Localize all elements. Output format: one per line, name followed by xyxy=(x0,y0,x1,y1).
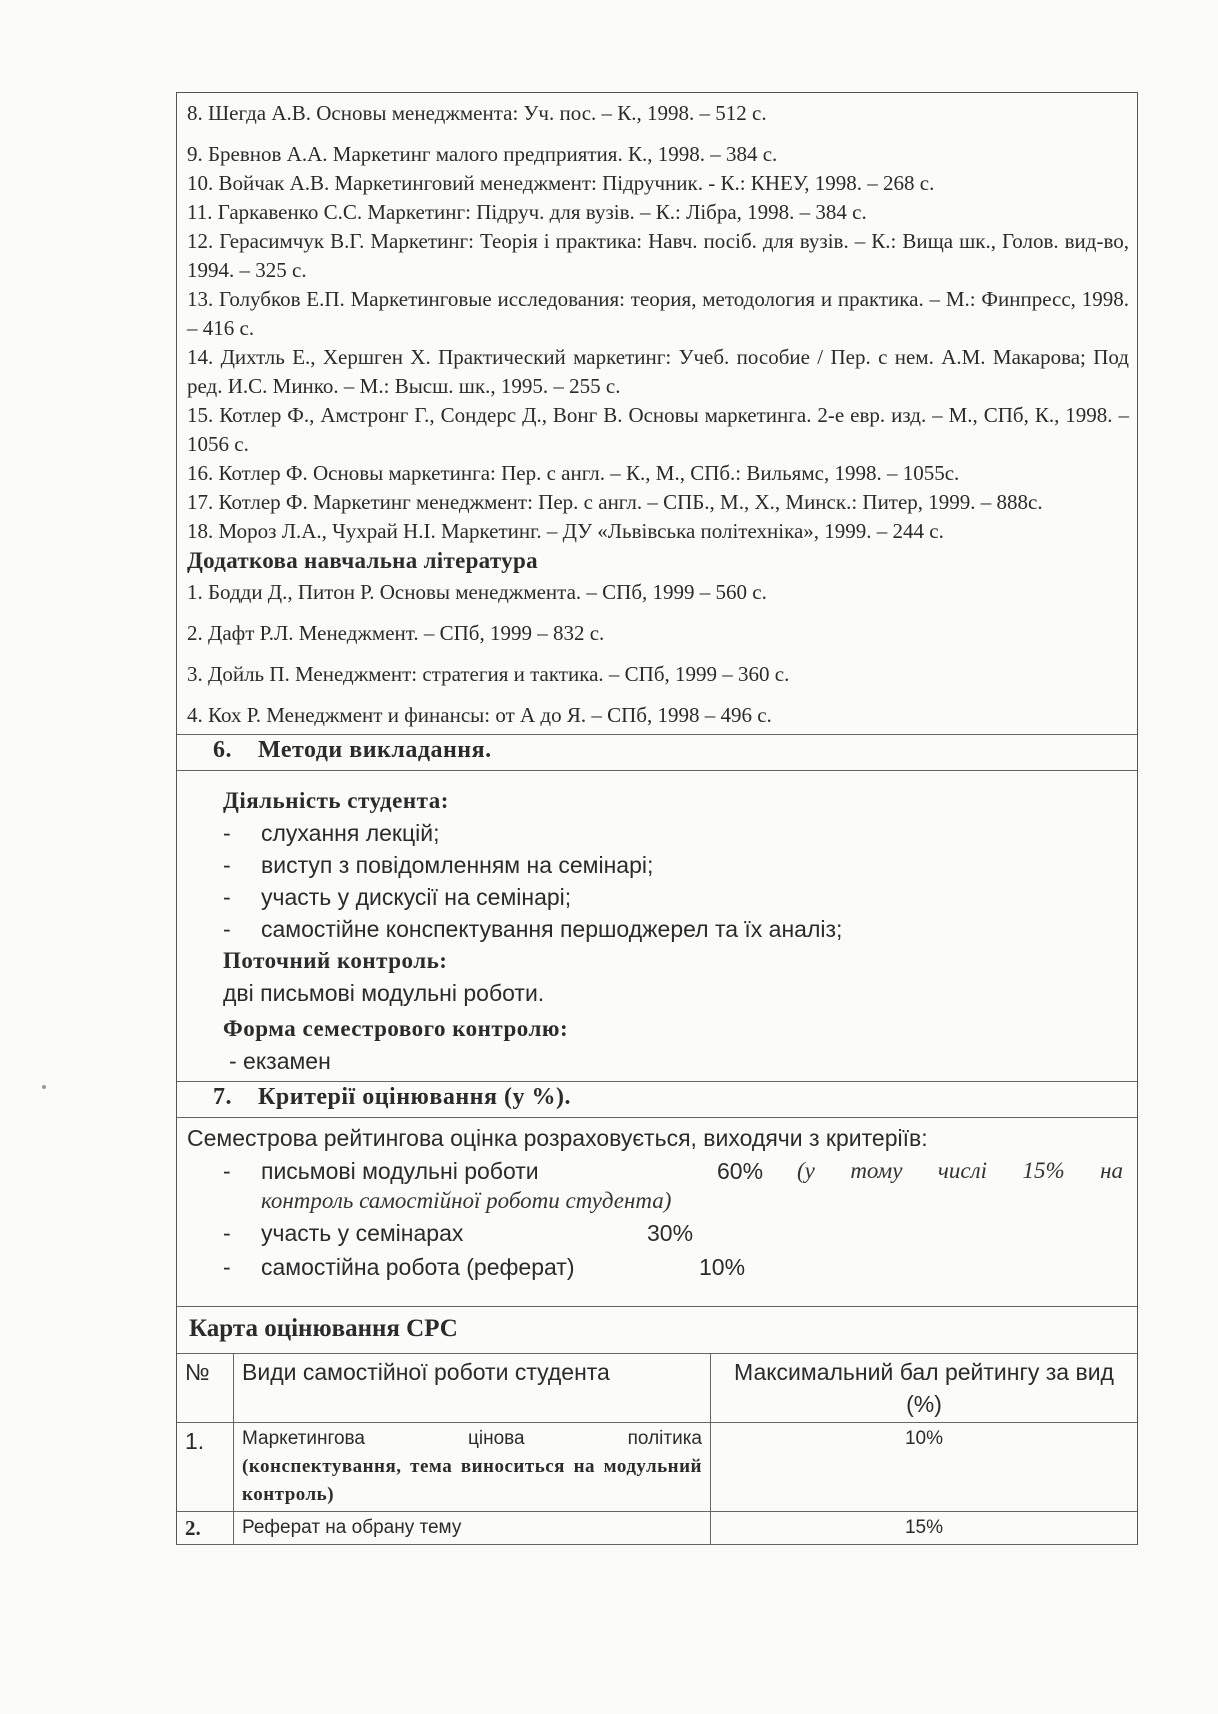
extra-lit-item-1: 1. Бодди Д., Питон Р. Основы менеджмента. – СПб, 1999 – 560 с. xyxy=(187,580,767,604)
extra-lit-item-3: 3. Дойль П. Менеджмент: стратегия и тактика. – СПб, 1999 – 360 с. xyxy=(187,662,790,686)
lit-item-10: 10. Войчак А.В. Маркетинговий менеджмент: Підручник. - К.: КНЕУ, 1998. – 268 с. xyxy=(187,171,935,195)
lit-item-8: 8. Шегда А.В. Основы менеджмента: Уч. пос. – К., 1998. – 512 с. xyxy=(187,101,767,125)
criterion-row: - письмові модульні роботи 60% (у тому числі 15% на xyxy=(187,1154,1127,1188)
criterion-row: - участь у семінарах 30% xyxy=(187,1216,1127,1250)
criterion-value: 30% xyxy=(647,1220,694,1246)
lit-item-16: 16. Котлер Ф. Основы маркетинга: Пер. с англ. – К., М., СПб.: Вильямс, 1998. – 1055с. xyxy=(187,461,960,485)
table-header-row xyxy=(177,1354,1137,1423)
document-frame xyxy=(176,92,1138,1545)
extra-lit-item-2: 2. Дафт Р.Л. Менеджмент. – СПб, 1999 – 832 с. xyxy=(187,621,605,645)
section-6-number: 6. xyxy=(213,737,232,763)
row-work-type: Реферат на обрану тему xyxy=(234,1512,711,1545)
row-max-score: 10% xyxy=(711,1423,1138,1512)
row-max-score: 15% xyxy=(711,1512,1138,1545)
criterion-note-continuation: контроль самостійної роботи студента) xyxy=(261,1188,672,1213)
section-7-title: Критерії оцінювання (у %). xyxy=(258,1084,571,1110)
semester-control-heading: Форма семестрового контролю: xyxy=(223,1016,569,1041)
section-7-heading xyxy=(177,1082,1137,1118)
criterion-label: участь у семінарах xyxy=(261,1220,464,1246)
activity-heading: Діяльність студента: xyxy=(223,788,449,813)
teaching-methods-section xyxy=(177,771,1137,1082)
col-header-work-type: Види самостійної роботи студента xyxy=(234,1354,711,1423)
col-header-max-score: Максимальний бал рейтингу за вид (%) xyxy=(711,1354,1138,1423)
extra-literature-heading: Додаткова навчальна література xyxy=(187,548,538,573)
table-row xyxy=(177,1423,1137,1512)
lit-item-9: 9. Бревнов А.А. Маркетинг малого предприятия. К., 1998. – 384 с. xyxy=(187,142,778,166)
criteria-intro: Семестрова рейтингова оцінка розраховується, виходячи з критеріїв: xyxy=(187,1125,928,1151)
literature-section xyxy=(177,93,1137,735)
row-number: 1. xyxy=(177,1423,234,1512)
criterion-note: (у тому числі 15% на xyxy=(797,1158,1123,1183)
section-6-title: Методи викладання. xyxy=(258,737,492,763)
col-header-number: № xyxy=(177,1354,234,1423)
criterion-value: 10% xyxy=(699,1254,746,1280)
lit-item-13: 13. Голубков Е.П. Маркетинговые исследования: теория, методология и практика. – М.: Финпресс, 1998. – 416 с. xyxy=(187,287,1129,340)
criterion-label: самостійна робота (реферат) xyxy=(261,1254,575,1280)
lit-item-12: 12. Герасимчук В.Г. Маркетинг: Теорія і практика: Навч. посіб. для вузів. – К.: Вища шк., Голов. вид-во, 1994. – 325 с. xyxy=(187,229,1129,282)
criteria-section xyxy=(177,1118,1137,1307)
row-work-type-note: (конспектування, тема виноситься на модульний контроль) xyxy=(242,1456,702,1505)
lit-item-17: 17. Котлер Ф. Маркетинг менеджмент: Пер. с англ. – СПБ., М., Х., Минск.: Питер, 1999. – 888с. xyxy=(187,490,1043,514)
activity-item: - слухання лекцій; xyxy=(223,820,440,846)
semester-control-text: - екзамен xyxy=(229,1048,331,1074)
activity-item: - виступ з повідомленням на семінарі; xyxy=(223,852,654,878)
scan-speck xyxy=(42,1085,46,1089)
section-6-heading xyxy=(177,735,1137,771)
activity-item: - участь у дискусії на семінарі; xyxy=(223,884,572,910)
row-number: 2. xyxy=(177,1512,234,1545)
activity-item: - самостійне конспектування першоджерел та їх аналіз; xyxy=(223,916,843,942)
section-7-number: 7. xyxy=(213,1084,232,1110)
criterion-value: 60% xyxy=(717,1158,764,1184)
lit-item-14: 14. Дихтль Е., Хершген Х. Практический маркетинг: Учеб. пособие / Пер. с нем. А.М. Макарова; Под ред. И.С. Минко. – М.: Высш. шк., 1995. – 255 с. xyxy=(187,345,1129,398)
lit-item-18: 18. Мороз Л.А., Чухрай Н.І. Маркетинг. – ДУ «Львівська політехніка», 1999. – 244 с. xyxy=(187,519,944,543)
table-row xyxy=(177,1512,1137,1545)
row-work-type: Маркетингова цінова політика (конспектування, тема виноситься на модульний контроль) xyxy=(234,1423,711,1512)
assessment-map-table xyxy=(177,1354,1137,1545)
criterion-row: - самостійна робота (реферат) 10% xyxy=(187,1250,1127,1284)
assessment-map-title: Карта оцінювання СРС xyxy=(177,1307,1137,1354)
current-control-heading: Поточний контроль: xyxy=(223,948,448,973)
criterion-label: письмові модульні роботи xyxy=(261,1158,539,1184)
current-control-text: дві письмові модульні роботи. xyxy=(223,980,545,1006)
extra-lit-item-4: 4. Кох Р. Менеджмент и финансы: от А до Я. – СПб, 1998 – 496 с. xyxy=(187,703,772,727)
lit-item-15: 15. Котлер Ф., Амстронг Г., Сондерс Д., Вонг В. Основы маркетинга. 2-е евр. изд. – М., СПб, К., 1998. – 1056 с. xyxy=(187,403,1129,456)
lit-item-11: 11. Гаркавенко С.С. Маркетинг: Підруч. для вузів. – К.: Лібра, 1998. – 384 с. xyxy=(187,200,867,224)
